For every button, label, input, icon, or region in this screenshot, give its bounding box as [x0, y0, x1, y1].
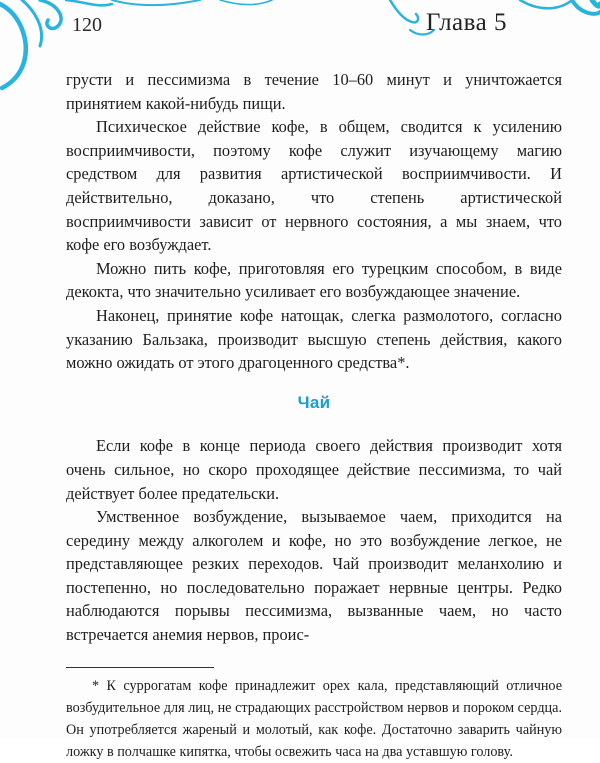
main-text [66, 68, 562, 763]
footnote: * К суррогатам кофе принадлежит орех кала, представляющий отличное возбудительное для лиц, не страдающих расстройством нервов и пороком сердца. Он употребляется жареный и молотый, как кофе. Достаточно заварить чайную ложку в полчашке кипятка, чтобы освежить часа на два уставшую голову. [66, 677, 562, 760]
chapter-title: Глава 5 [426, 9, 507, 36]
footnote-divider [66, 667, 214, 668]
paragraph: Если кофе в конце периода своего действия производит хотя очень сильное, но скоро проходящее действие пессимизма, то чай действует более предательски. [66, 436, 562, 503]
paragraph: Умственное возбуждение, вызываемое чаем, приходится на середину между алкоголем и кофе, но это возбуждение легкое, не представляющее резких переходов. Чай производит меланхолию и постепенно, но последовательно поражает нервные центры. Редко наблюдаются порывы пессимизма, вызванные чаем, но часто встречается анемия нервов, проис- [66, 507, 562, 645]
page-number: 120 [72, 14, 102, 36]
paragraph: Можно пить кофе, приготовляя его турецким способом, в виде декокта, что значительно усиливает его возбуждающее значение. [66, 258, 562, 302]
paragraph: Психическое действие кофе, в общем, сводится к усилению восприимчивости, поэтому кофе служит изучающему магию средством для развития артистической восприимчивости. И действительно, доказано, что степень артистической восприимчивости зависит от нервного состояния, а мы знаем, что кофе его возбуждает. [66, 117, 562, 255]
paragraph: Наконец, принятие кофе натощак, слегка размолотого, согласно указанию Бальзака, производит высшую степень действия, какого можно ожидать от этого драгоценного средства*. [66, 305, 562, 373]
paragraph: грусти и пессимизма в течение 10–60 минут и уничтожается принятием какой-нибудь пищи. [66, 70, 562, 113]
section-heading: Чай [297, 392, 331, 412]
